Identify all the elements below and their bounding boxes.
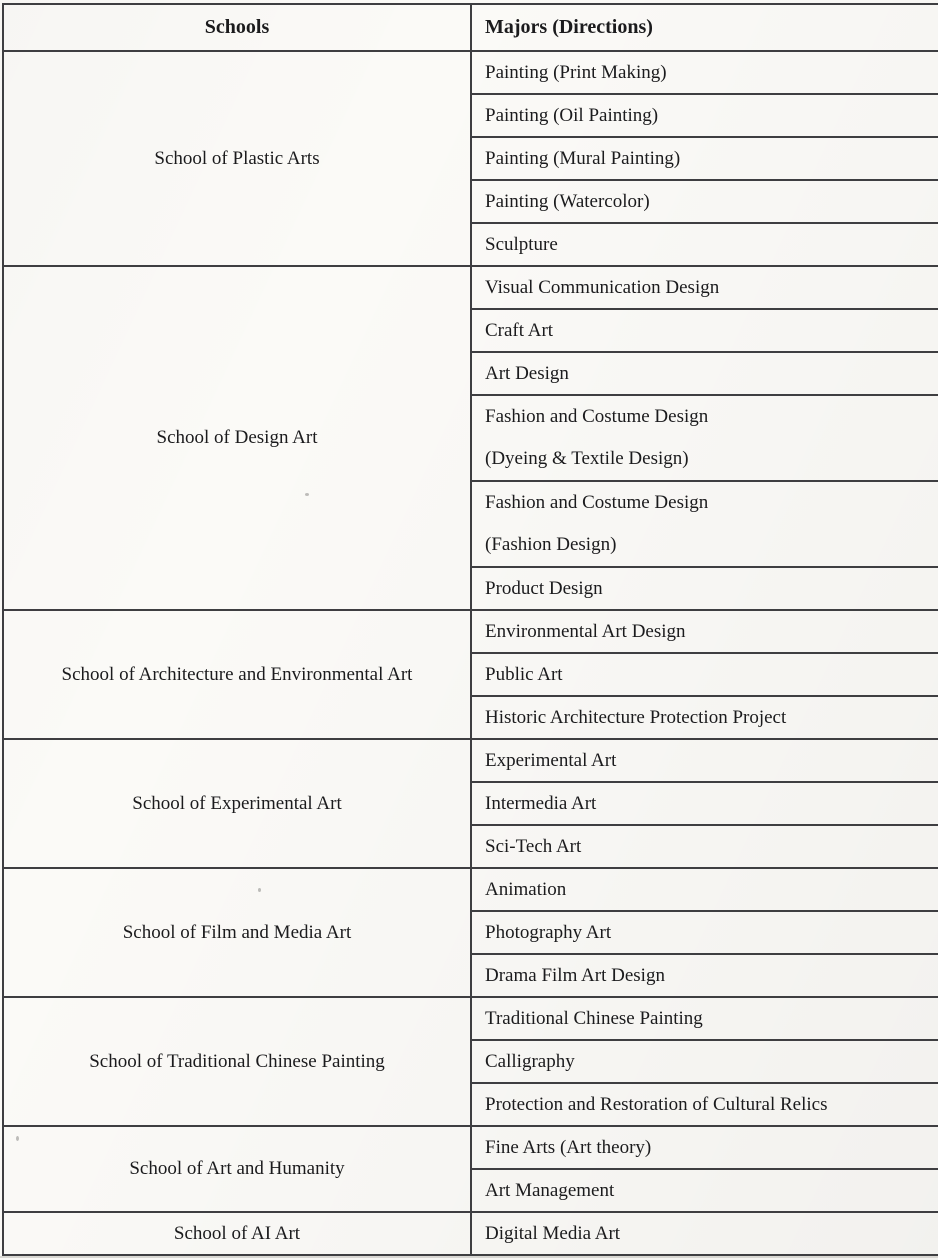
- major-cell: [471, 1040, 938, 1083]
- major-cell: [471, 223, 938, 266]
- school-cell: School of Film and Media Art: [3, 868, 471, 997]
- major-line: Fashion and Costume Design: [485, 492, 709, 513]
- major-cell: [471, 1126, 938, 1169]
- scan-edge-shadow: [0, 1256, 938, 1258]
- major-cell: [471, 1212, 938, 1255]
- school-cell: School of Architecture and Environmental Art: [3, 610, 471, 739]
- major-cell: [471, 137, 938, 180]
- major-line: Art Management: [485, 1179, 615, 1201]
- table-row: [3, 610, 938, 653]
- major-cell: [471, 825, 938, 868]
- table-row: [3, 739, 938, 782]
- major-line: Digital Media Art: [485, 1222, 621, 1244]
- major-line: Painting (Oil Painting): [485, 104, 659, 126]
- major-cell: [471, 911, 938, 954]
- table-row: [3, 868, 938, 911]
- table-row: [3, 1126, 938, 1169]
- school-cell: School of Art and Humanity: [3, 1126, 471, 1212]
- school-cell: School of Experimental Art: [3, 739, 471, 868]
- major-line: Public Art: [485, 663, 563, 685]
- major-line: Painting (Watercolor): [485, 190, 650, 212]
- major-line: Painting (Mural Painting): [485, 147, 681, 169]
- school-cell: School of AI Art: [3, 1212, 471, 1255]
- scan-speck: [16, 1136, 19, 1141]
- major-cell: [471, 997, 938, 1040]
- major-cell: [471, 481, 938, 567]
- major-line: (Fashion Design): [485, 534, 617, 555]
- header-row: [3, 4, 938, 51]
- major-cell: [471, 180, 938, 223]
- table-header: [3, 4, 938, 51]
- major-line: Calligraphy: [485, 1050, 575, 1072]
- major-line: Painting (Print Making): [485, 61, 667, 83]
- major-cell: [471, 395, 938, 481]
- major-cell: [471, 352, 938, 395]
- major-line: Product Design: [485, 577, 603, 599]
- major-cell: [471, 954, 938, 997]
- major-cell: [471, 696, 938, 739]
- major-cell: [471, 567, 938, 610]
- major-line: Environmental Art Design: [485, 620, 686, 642]
- major-cell: [471, 653, 938, 696]
- major-line: Drama Film Art Design: [485, 964, 665, 986]
- major-line: Photography Art: [485, 921, 612, 943]
- major-line: Animation: [485, 878, 567, 900]
- major-line: Craft Art: [485, 319, 554, 341]
- column-header-majors: Majors (Directions): [471, 4, 938, 51]
- major-cell: [471, 610, 938, 653]
- major-line: Sci-Tech Art: [485, 835, 582, 857]
- major-cell: [471, 51, 938, 94]
- major-line: Sculpture: [485, 233, 558, 255]
- major-line: Traditional Chinese Painting: [485, 1007, 703, 1029]
- school-cell: School of Plastic Arts: [3, 51, 471, 266]
- major-cell: [471, 868, 938, 911]
- major-line: Intermedia Art: [485, 792, 597, 814]
- major-cell: [471, 739, 938, 782]
- school-cell: School of Traditional Chinese Painting: [3, 997, 471, 1126]
- column-header-schools: Schools: [3, 4, 471, 51]
- major-line: (Dyeing & Textile Design): [485, 448, 689, 469]
- table-body: [3, 51, 938, 1255]
- scan-speck: [305, 493, 309, 496]
- table-row: [3, 266, 938, 309]
- major-cell: [471, 1083, 938, 1126]
- major-line: Historic Architecture Protection Project: [485, 706, 787, 728]
- table-row: [3, 51, 938, 94]
- major-cell: [471, 94, 938, 137]
- schools-majors-table: [2, 3, 938, 1256]
- major-line: Visual Communication Design: [485, 276, 720, 298]
- major-line: Art Design: [485, 362, 569, 384]
- scan-speck: [258, 888, 261, 892]
- major-line: Fine Arts (Art theory): [485, 1136, 652, 1158]
- major-line: Experimental Art: [485, 749, 617, 771]
- table-row: [3, 997, 938, 1040]
- table-row: [3, 1212, 938, 1255]
- major-cell: [471, 266, 938, 309]
- school-cell: School of Design Art: [3, 266, 471, 610]
- major-cell: [471, 309, 938, 352]
- major-cell: [471, 782, 938, 825]
- major-line: Fashion and Costume Design: [485, 406, 709, 427]
- major-line: Protection and Restoration of Cultural Relics: [485, 1093, 828, 1115]
- major-cell: [471, 1169, 938, 1212]
